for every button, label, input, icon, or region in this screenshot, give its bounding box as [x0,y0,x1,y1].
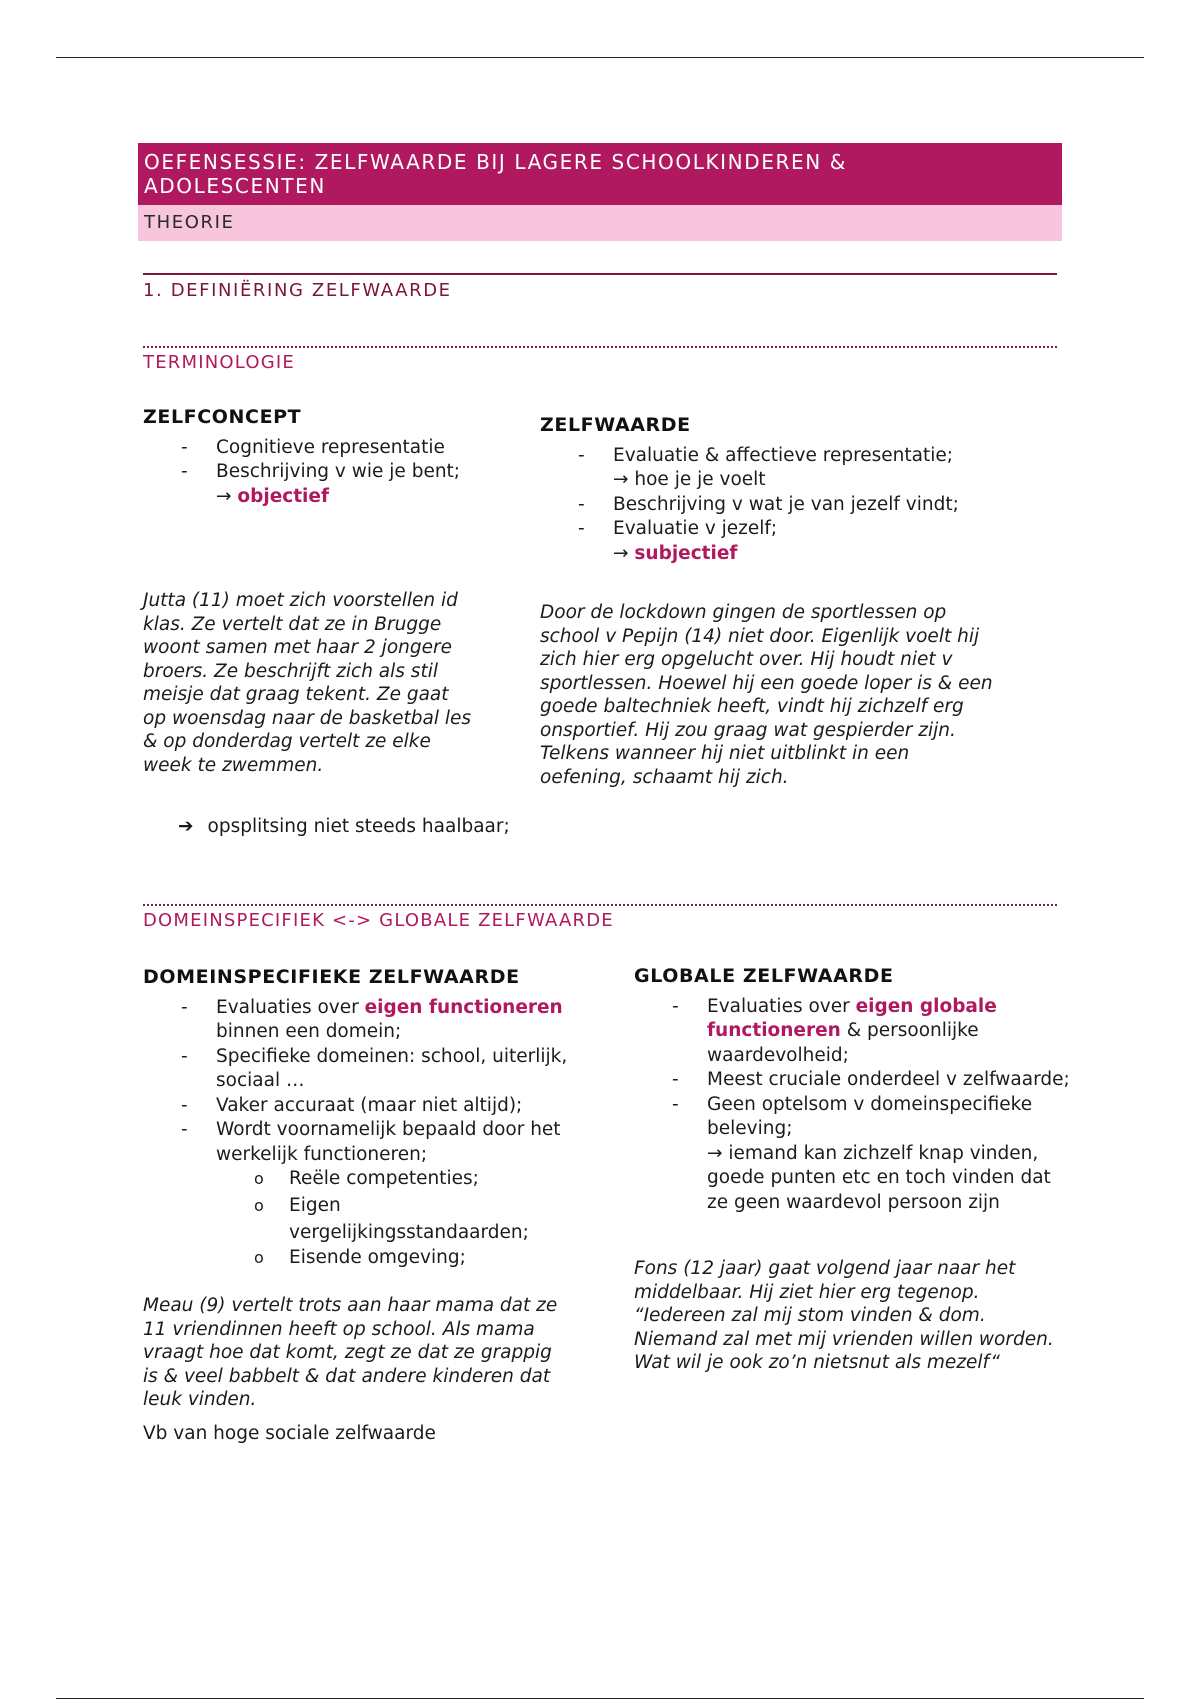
example-line: “Iedereen zal mij stom vinden & dom. [634,1305,986,1326]
domeinspecifiek-column [143,965,623,1270]
example-line: is & veel babbelt & dat andere kinderen dat [143,1365,551,1387]
zelfwaarde-example [540,601,1100,789]
example-line: Niemand zal met mij vrienden willen worden. [634,1328,1054,1350]
list-item-text: beleving; [707,1118,793,1139]
example-line: 11 vriendinnen heeft op school. Als mama [143,1318,535,1340]
list-item-text: werkelijk functioneren; [216,1143,428,1165]
example-line: school v Pepijn (14) niet door. Eigenlijk voelt hij [540,625,980,647]
arrow-glyph: → [216,485,232,507]
example-line: woont samen met haar 2 jongere [143,637,452,658]
title-line-1: OEFENSESSIE: ZELFWAARDE BIJ LAGERE SCHOOLKINDEREN & [144,150,847,174]
title-line-2: ADOLESCENTEN [144,174,326,198]
list-item-text: Evaluatie v jezelf; [613,518,778,539]
list-item: - Beschrijving v wat je van jezelf vindt; [540,493,1100,518]
dotted-divider [143,904,1057,906]
objectief-label: objectief [237,485,329,507]
list-item-text: Beschrijving v wie je bent; [216,461,461,482]
example-line: & op donderdag vertelt ze elke [143,731,431,752]
example-line: Fons (12 jaar) gaat volgend jaar naar het [634,1258,1016,1279]
zelfwaarde-column [540,413,1100,566]
domeinspecifiek-list [143,996,623,1168]
conclusion-text: opsplitsing niet steeds haalbaar; [207,816,510,837]
list-item [634,995,1154,1069]
list-item [540,444,1100,493]
zelfwaarde-title: ZELFWAARDE [540,414,691,436]
sublist [216,1167,623,1270]
list-item-text: Evaluatie & affectieve representatie; [613,444,954,466]
section-heading: 1. DEFINIËRING ZELFWAARDE [143,280,452,301]
list-item-text: → iemand kan zichzelf knap vinden, [707,1142,1039,1164]
list-item [143,460,523,509]
list-item-text: binnen een domein; [216,1021,402,1042]
list-item-text: Geen optelsom v domeinspecifieke [707,1093,1033,1115]
list-item-text: sociaal … [216,1070,305,1091]
list-item-subtext: → hoe je je voelt [613,469,766,490]
subtitle-banner: THEORIE [138,205,1062,241]
zelfconcept-title: ZELFCONCEPT [143,406,302,428]
list-item [540,517,1100,566]
example-line: vraagt hoe dat komt, zegt ze dat ze grappig [143,1342,552,1363]
list-item-text: Specifieke domeinen: school, uiterlijk, [216,1045,568,1067]
list-item-text: waardevolheid; [707,1044,849,1066]
list-item [143,996,623,1045]
bottom-rule [56,1698,1144,1699]
conclusion-note [178,816,510,837]
domeinspecifiek-title: DOMEINSPECIFIEKE ZELFWAARDE [143,966,520,988]
section-rule [143,273,1057,275]
example-line: klas. Ze vertelt dat ze in Brugge [143,613,442,635]
document-title-banner [138,143,1062,205]
example-line: Telkens wanneer hij niet uitblinkt in een [540,743,910,764]
sublist-item: o Eisende omgeving; [216,1246,623,1271]
example-line: meisje dat graag tekent. Ze gaat [143,684,449,705]
list-item: - Meest cruciale onderdeel v zelfwaarde; [634,1068,1154,1093]
example-line: zich hier erg opgelucht over. Hij houdt niet v [540,649,953,670]
domein-heading: DOMEINSPECIFIEK <-> GLOBALE ZELFWAARDE [143,910,614,931]
zelfconcept-example [143,589,513,777]
list-item-text: Wordt voornamelijk bepaald door het [216,1119,561,1140]
sublist-item [216,1192,623,1246]
globaal-example [634,1257,1154,1375]
example-line: week te zwemmen. [143,754,324,776]
list-item [143,1045,623,1094]
terminologie-heading: TERMINOLOGIE [143,352,295,373]
example-line: goede baltechniek heeft, vindt hij zichzelf erg [540,696,964,717]
list-item [143,1118,623,1167]
list-item-text: ze geen waardevol persoon zijn [707,1191,1000,1213]
highlight-text: eigen functioneren [364,996,563,1018]
list-item-text: Evaluaties over [707,995,856,1017]
list-item-text: Eigen [289,1194,341,1216]
top-rule [56,57,1144,58]
example-line: Jutta (11) moet zich voorstellen id [143,590,458,611]
list-item [634,1093,1154,1216]
sublist-item: o Reële competenties; [216,1167,623,1192]
example-line: middelbaar. Hij ziet hier erg tegenop. [634,1281,980,1303]
zelfwaarde-list [540,444,1100,567]
example-line: Meau (9) vertelt trots aan haar mama dat ze [143,1295,558,1316]
dotted-divider [143,346,1057,348]
domeinspecifiek-example [143,1294,623,1412]
example-line: broers. Ze beschrijft zich als stil [143,660,438,682]
example-line: onsportief. Hij zou graag wat gespierder zijn. [540,719,956,741]
subjectief-label: subjectief [634,542,738,564]
arrow-glyph: → [613,542,629,564]
highlight-text: eigen globale [855,995,997,1017]
example-note: Vb van hoge sociale zelfwaarde [143,1423,436,1444]
example-line: sportlessen. Hoewel hij een goede loper is & een [540,672,993,694]
list-item-text: vergelijkingsstandaarden; [289,1221,529,1243]
globaal-list [634,995,1154,1216]
list-item: - Vaker accuraat (maar niet altijd); [143,1094,623,1119]
example-line: Wat wil je ook zo’n nietsnut als mezelf“ [634,1352,1000,1373]
zelfconcept-column [143,405,523,509]
list-item-text: & persoonlijke [840,1020,979,1041]
zelfconcept-list [143,436,523,510]
example-line: op woensdag naar de basketbal les [143,707,472,729]
globaal-column [634,964,1154,1215]
example-line: Door de lockdown gingen de sportlessen op [540,602,947,623]
list-item: - Cognitieve representatie [143,436,523,461]
example-line: oefening, schaamt hij zich. [540,766,789,788]
arrow-right-icon: ➔ [178,816,194,837]
list-item-text: Evaluaties over [216,996,365,1018]
example-line: leuk vinden. [143,1389,257,1410]
globaal-title: GLOBALE ZELFWAARDE [634,965,894,987]
highlight-text: functioneren [707,1020,841,1041]
list-item-text: goede punten etc en toch vinden dat [707,1167,1051,1188]
